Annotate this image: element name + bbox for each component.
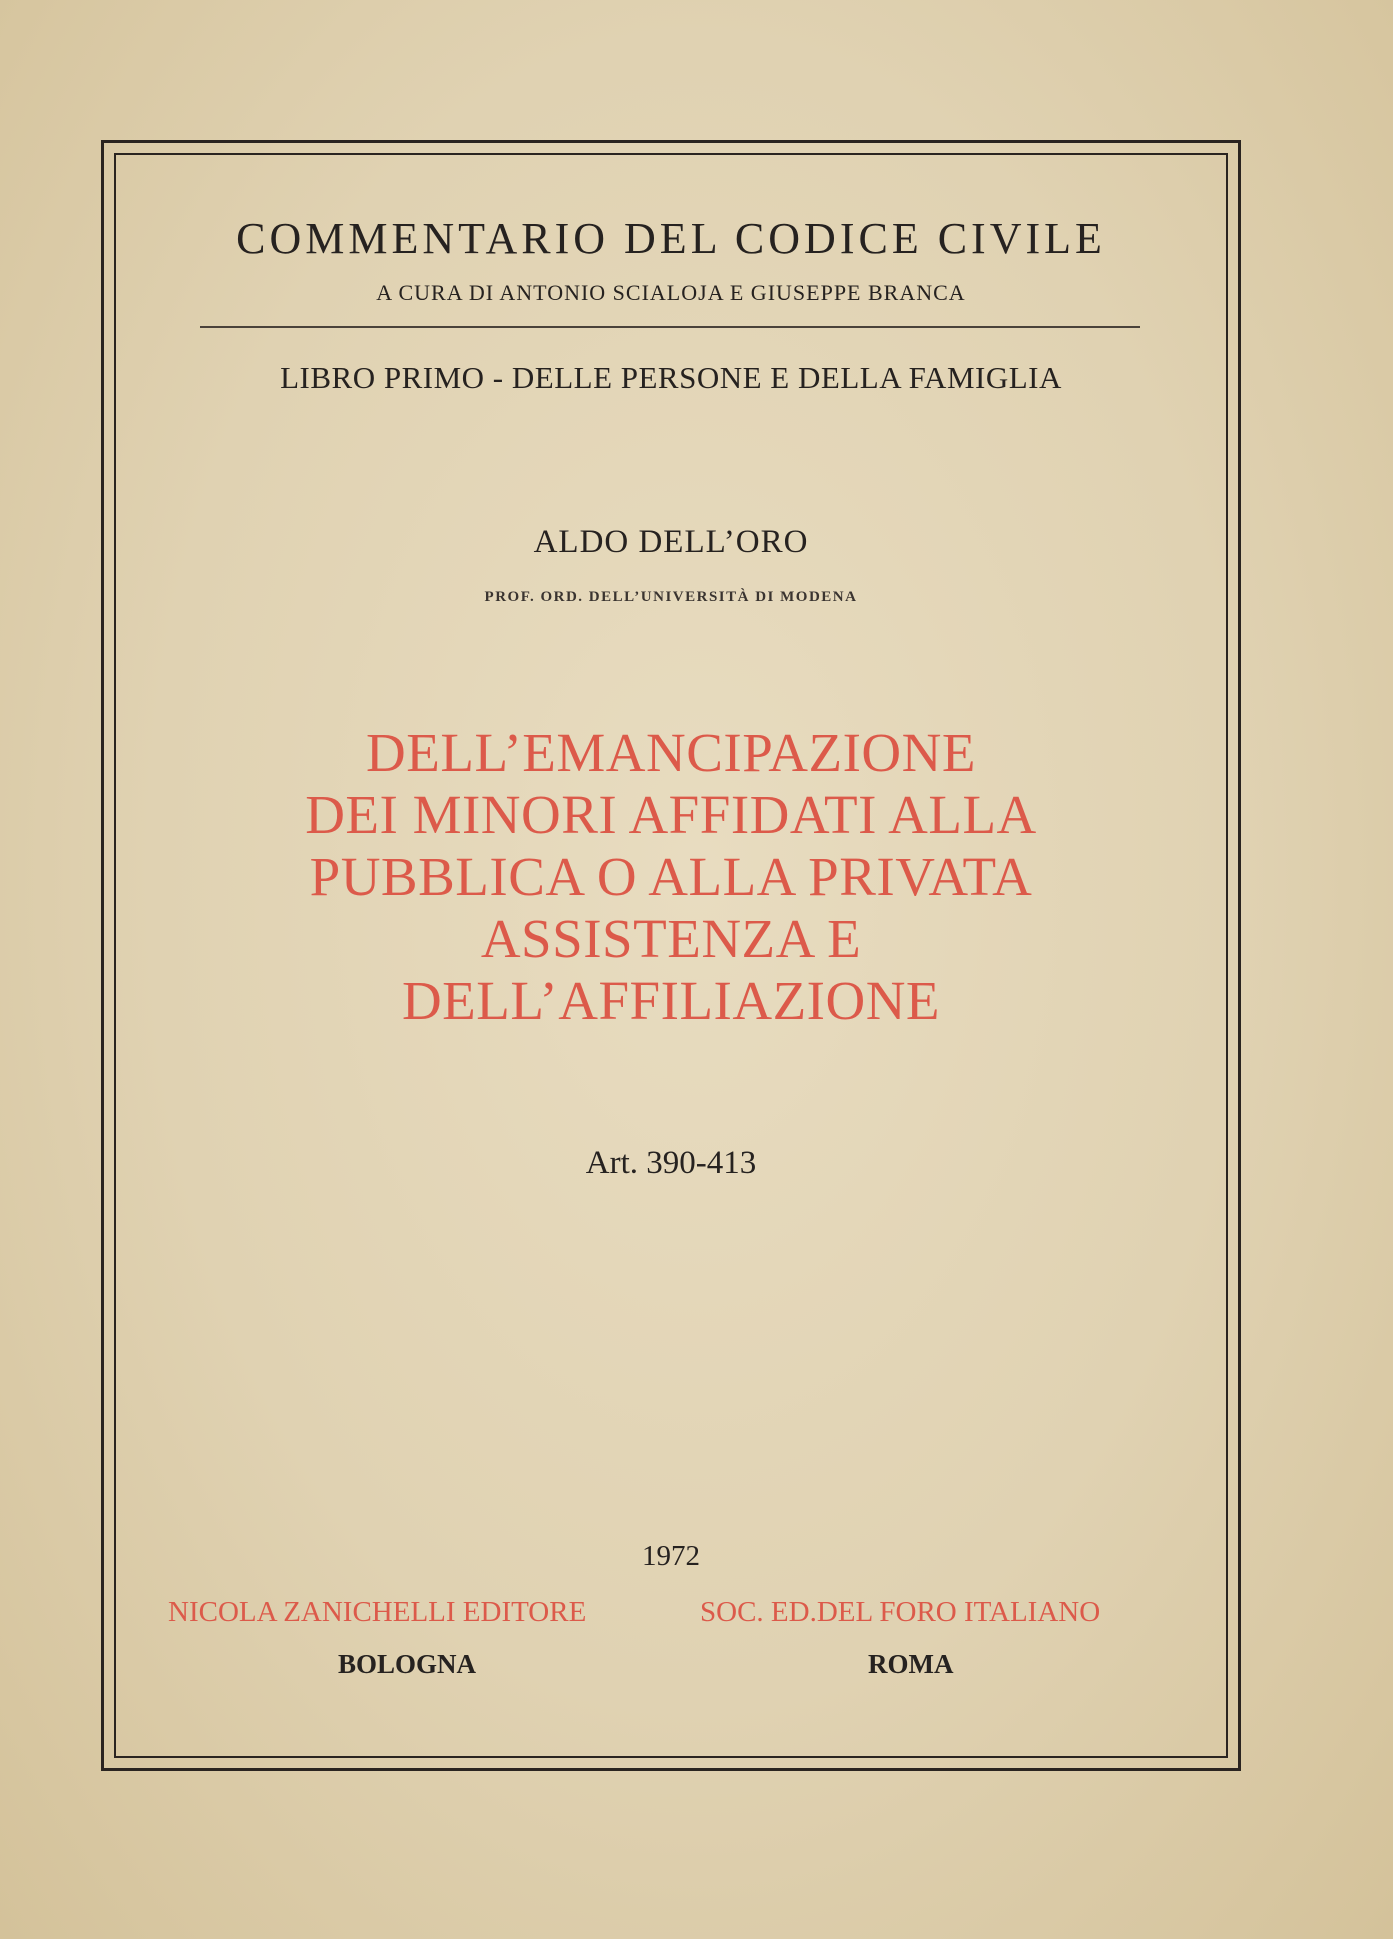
title-line: DEI MINORI AFFIDATI ALLA bbox=[305, 784, 1037, 845]
article-range: Art. 390-413 bbox=[585, 1145, 757, 1181]
title-line: DELL’EMANCIPAZIONE bbox=[366, 722, 976, 783]
publisher-right: SOC. ED.DEL FORO ITALIANO bbox=[700, 1596, 1101, 1628]
city-left: BOLOGNA bbox=[338, 1649, 477, 1679]
book-heading: LIBRO PRIMO - DELLE PERSONE E DELLA FAMIGLIA bbox=[280, 360, 1062, 395]
title-line: ASSISTENZA E bbox=[480, 908, 862, 969]
work-title bbox=[114, 722, 1228, 1032]
divider-rule bbox=[200, 326, 1140, 328]
author-affiliation: PROF. ORD. DELL’UNIVERSITÀ DI MODENA bbox=[484, 589, 858, 605]
title-line: PUBBLICA O ALLA PRIVATA bbox=[309, 846, 1033, 907]
title-line: DELL’AFFILIAZIONE bbox=[401, 970, 941, 1031]
editors-line: A CURA DI ANTONIO SCIALOJA E GIUSEPPE BRANCA bbox=[376, 280, 966, 305]
publisher-left: NICOLA ZANICHELLI EDITORE bbox=[168, 1596, 587, 1628]
series-title: COMMENTARIO DEL CODICE CIVILE bbox=[236, 214, 1106, 263]
publication-year: 1972 bbox=[642, 1540, 700, 1572]
city-right: ROMA bbox=[868, 1649, 954, 1679]
author-name: ALDO DELL’ORO bbox=[533, 524, 809, 560]
